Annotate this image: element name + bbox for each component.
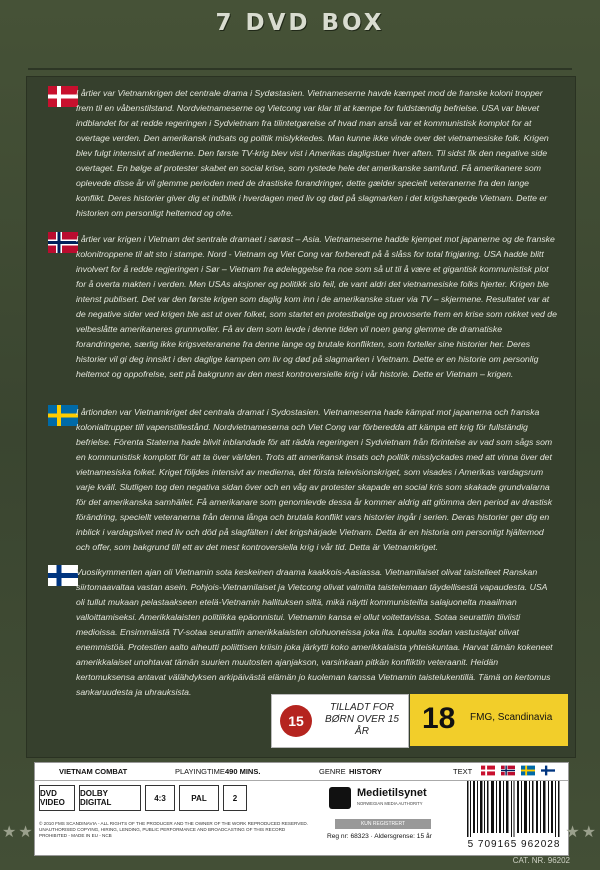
playingtime-value: 490 MINS.	[225, 767, 261, 776]
aspect-ratio-logo: 4:3	[145, 785, 175, 811]
danish-flag-icon	[48, 86, 78, 107]
swedish-flag-icon	[521, 765, 535, 776]
stars-left-icon: ★★	[2, 824, 35, 841]
section-danish	[48, 86, 558, 218]
medietilsynet-subtitle: NORWEGIAN MEDIA AUTHORITY	[357, 801, 423, 806]
medietilsynet-name: Medietilsynet	[357, 787, 427, 799]
age-rating-text: TILLADT FOR BØRN OVER 15 ÅR	[325, 702, 399, 737]
film-title: VIETNAM COMBAT	[59, 767, 128, 776]
section-norwegian	[48, 232, 558, 394]
barcode-number: 5 709165 962028	[467, 839, 561, 850]
barcode-icon	[465, 781, 561, 837]
dolby-digital-logo: DOLBY DIGITAL	[79, 785, 141, 811]
section-text: Vuosikymmenten ajan oli Vietnamin sota keskeinen draama kaakkois-Aasiassa. Vietnamilaiset olivat taistelleet Ranskan siirtomaavaltaa vastan asein. Pohjois-Vietnamilaiset ja Vietcong olivat valmiita taistelemaan täydellisestä vapaudesta. USA oli tullut mukaan pelastaakseen etelä-Vietnamin hallituksen siltä, mikä näytti kommunisteilta salajuonelta maailman valloittamiseksi. Amerikkalaisten politiikka epäonnistui. Vietnamin kansa ei ollut voitettavissa. Sotaa seurattiin tiiviisti medioissa. Ensimmäistä TV-sotaa seurattiin amerikkalaisten olohuoneissa joka ilta. Lopulta sodan vastustajat olivat enemmistöä. Protestien aalto aiheutti poliittisen kriisin joka järkytti koko amerikkalaista yhteiskuntaa. Harvat tämän kokeneet amerikkalaiset unohtavat tämän suurien muutosten ajanjakson, varsinkaan pitkän konfliktin veteraanit. Heidän kertomuksensa antavat välähdyksen arkipäivästä elämän jo kuoleman kanssa Vietnamin taistelukentillä. Tämä on kertomus sankaruudesta ja uhrauksista.	[76, 567, 553, 697]
genre-label: GENRE	[319, 767, 346, 776]
box-title: 7 DVD BOX	[215, 10, 385, 36]
title-divider	[28, 68, 572, 70]
age-rating-box	[271, 694, 409, 748]
swedish-flag-icon	[48, 405, 78, 426]
playingtime-label: PLAYINGTIME	[175, 767, 225, 776]
finnish-flag-icon	[48, 565, 78, 586]
age-15-badge: 15	[280, 705, 312, 737]
genre-value: HISTORY	[349, 767, 382, 776]
registration-info: Reg nr: 68323 · Aldersgrense: 15 år	[327, 833, 432, 840]
info-block	[34, 762, 569, 856]
finnish-flag-icon	[541, 765, 555, 776]
text-label: TEXT	[453, 767, 473, 776]
section-finnish	[48, 565, 558, 697]
pal-logo: PAL	[179, 785, 219, 811]
norwegian-flag-icon	[501, 765, 515, 776]
dvd-video-logo: DVD VIDEO	[39, 785, 75, 811]
info-header-row	[35, 763, 568, 781]
region-logo: 2	[223, 785, 247, 811]
fmg-label: FMG, Scandinavia	[470, 712, 553, 723]
section-swedish	[48, 405, 558, 553]
age-18-badge: 18	[422, 702, 456, 735]
catalog-number: CAT. NR. 96202	[512, 856, 570, 865]
format-logos	[39, 785, 319, 815]
section-text: I årtier var krigen i Vietnam det sentrale dramaet i sørøst – Asia. Vietnameserne hadde kjempet mot japanerne og de franske kolonitroppene til alt sto i stampe. Nord - Vietnam og Viet Cong var forberedt på å slåss for total frigjøring. USA hadde blitt involvert for å redde regjeringen i Sør – Vietnam fra ødeleggelse fra noe som så ut til å være et gigantisk kommunistisk plot for å overta makten i verden. Men USAs aksjoner og politikk slo feil, de vant aldri det vietnamesiske folks hjerter. Krigen ble intenst publisert. Det var den første krigen som daglig kom inn i de amerikanske stuer via TV – skjermene. Resultatet var at de negative sider ved krigen ble ast ut over folket, som startet en protestbølge og provoserte frem en krise som rokket ved de velbeslåtte amerikaneres grunnvoller. Få av dem som levde i denne tiden vil noen gang glemme de dramatiske forandringene, særlig ikke krigsveteranene fra denne lange og brutale konflikten, som forteller sine historier her. Deres historier vil gi deg innsikt i den daglige kampen om liv og død på slagmarken i Vietnam. Dette er en historie om personlig heltemot og oppofrelse, sett på bakgrunn av den mest kontroversielle krig i vår historie. Dette er Vietnam – krigen.	[76, 234, 557, 379]
stars-right-icon: ★★	[565, 824, 598, 841]
fmg-rating-box	[410, 694, 568, 746]
norwegian-flag-icon	[48, 232, 78, 253]
danish-flag-icon	[481, 765, 495, 776]
kun-registrert-label: KUN REGISTRERT	[335, 819, 431, 829]
medietilsynet-block	[325, 783, 445, 849]
medietilsynet-logo-icon	[329, 787, 351, 809]
legal-text: © 2010 FMS SCANDINAVIA - ALL RIGHTS OF THE PRODUCER AND THE OWNER OF THE WORK REPRODUCED RESERVED. UNAUTHORISED COPYING, HIRING, LENDING, PUBLIC PERFORMANCE AND BROADCASTING OF THIS RECORD PROHIBITED - MADE IN EU - NCB	[39, 821, 309, 838]
section-text: I årtionden var Vietnamkriget det centrala dramat i Sydostasien. Vietnameserna hade kämpat mot japanerna och franska kolonialtrupper till vapenstillestånd. Nordvietnameserna och Viet Cong var förberedda att kämpa ett krig för fullständig befrielse. Förenta Staterna hade blivit inblandade för att rädda regeringen i Sydvietnam från förintelse av vad som sågs som en kommunistisk komplott för att ta över världen. Trots att amerikansk insats och politik misslyckades med att vinna över det vietnamesiska folket. Kriget följdes intensivt av medierna, det första televisionskriget, som visades i Amerikas vardagsrum varje kväll. Slutligen tog den negativa sidan över och en våg av protester skapade en social kris som skakade grundvalarna för det amerikanska samhället. Få amerikanare som genomlevde dessa år kommer aldrig att glömma den period av drastisk förändring, speciellt veteranerna från denna långa och brutala konflikt vars historier ingår i serien. Deras historier ger dig en inblick i vardagslivet med liv och död på slagfälten i det krigshärjade Vietnam. Detta är en historia om personligt hjältemod och offer, som bakgrund till ett av det mest kontroversiella krig i vår tid. Detta är Vietnamkriget.	[76, 407, 553, 552]
section-text: I årtier var Vietnamkrigen det centrale drama i Sydøstasien. Vietnameserne havde kæmpet mod de franske koloni tropper frem til en våbenstilstand. Nordvietnameserne og Vietcong var klar til at kæmpe for fuldstændig befrielse. USA var blevet indblandet for at redde regeringen i Sydvietnam fra tilintetgørelse of hvad man anså var et kommunistisk komplot for at overtage verden. Den amerikansk indsats og politik mislykkedes. Man kunne ikke vinde over det vietnamesiske folk. Krigen blev fulgt intensivt af medierne. Den første TV-krig blev vist i Amerikas dagligstuer hver aften. Til sidst fik den negative side overtaget. En bølge af protester skabet en social krise, som rystede hele det amerikanske samfund. Få amerikanere som oplevede disse år vil glemme perioden med de drastiske forandringer, dette gælder specielt veteranerne fra den lange konflikt. Deres historier giver dig et indblik i hverdagen med liv og død på slagmarken i det krigshærgede Vietnam. Dette er historien om personligt heltemod og ofre.	[76, 88, 549, 218]
